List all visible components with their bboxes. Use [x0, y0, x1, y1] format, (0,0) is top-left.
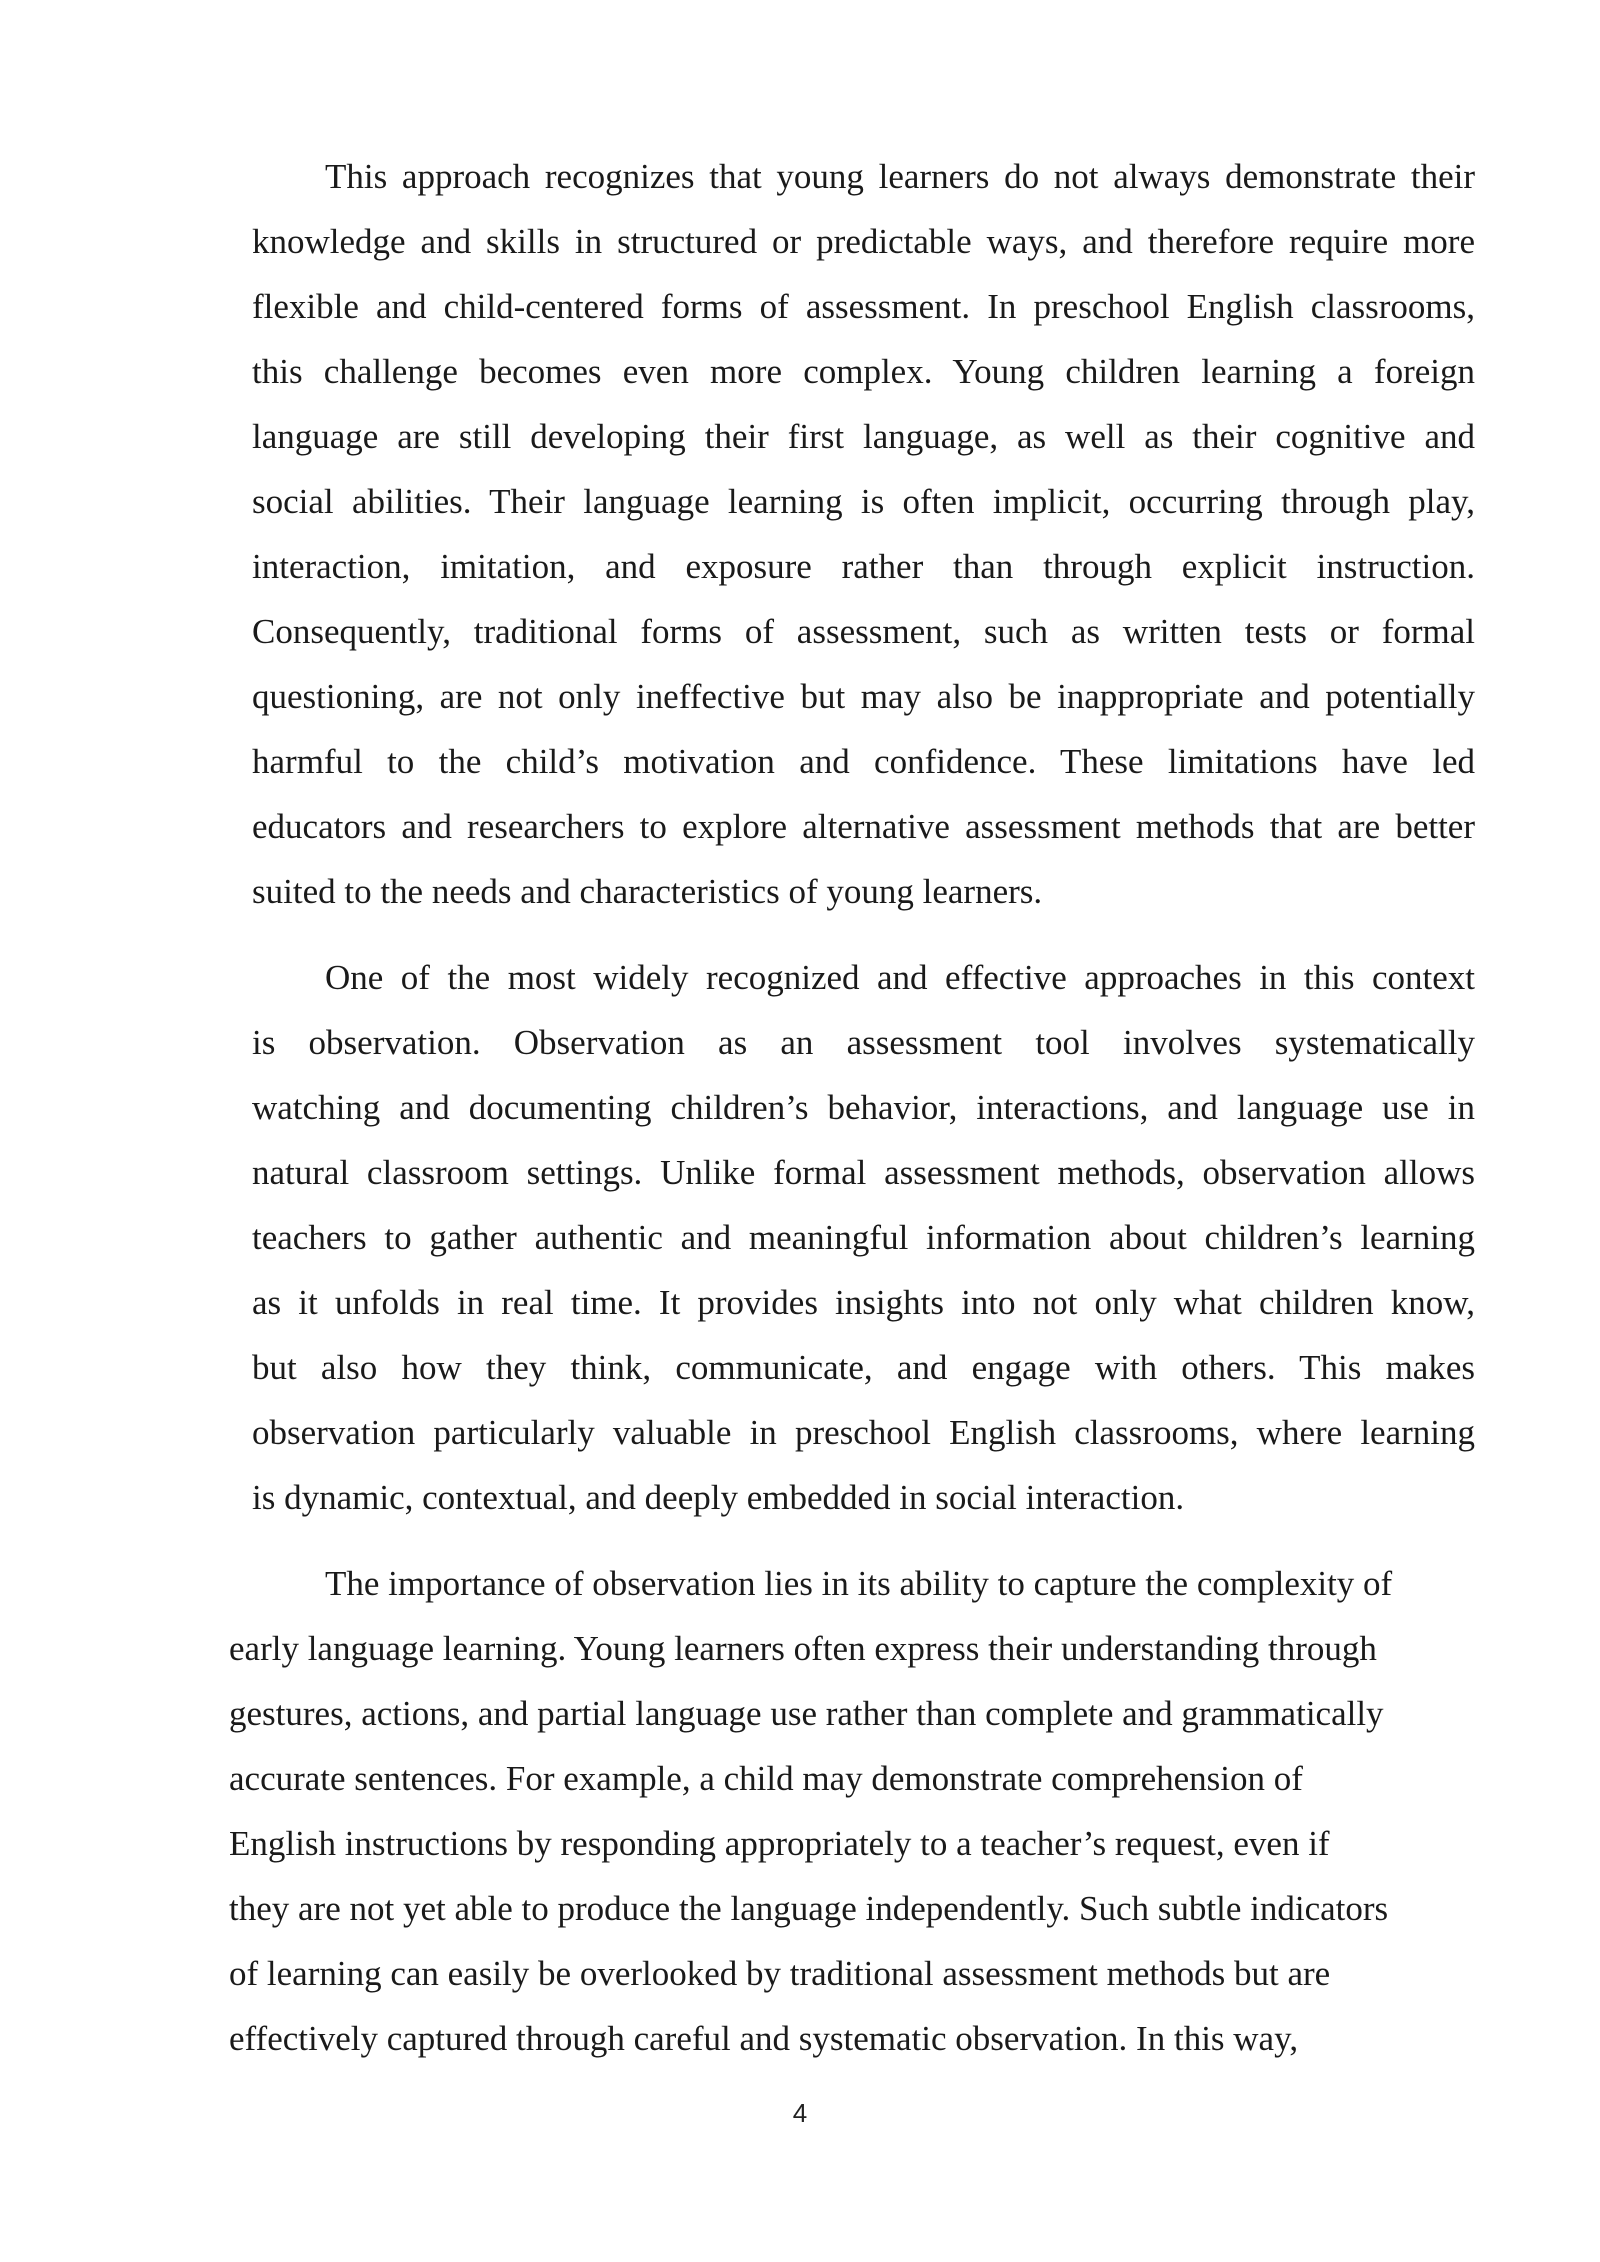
paragraph-line: language are still developing their first language, as well as their cognitive and	[252, 417, 1475, 456]
paragraph-line: accurate sentences. For example, a child may demonstrate comprehension of	[229, 1759, 1303, 1798]
page-number: 4	[792, 2098, 808, 2128]
paragraph-line: questioning, are not only ineffective but may also be inappropriate and potentially	[252, 677, 1475, 716]
paragraph-line: One of the most widely recognized and effective approaches in this context	[325, 958, 1475, 997]
paragraph-line: effectively captured through careful and systematic observation. In this way,	[229, 2019, 1299, 2058]
paragraph-line: interaction, imitation, and exposure rather than through explicit instruction.	[252, 547, 1475, 586]
paragraph-line: knowledge and skills in structured or predictable ways, and therefore require more	[252, 222, 1475, 261]
paragraph-line: English instructions by responding appropriately to a teacher’s request, even if	[229, 1824, 1330, 1863]
paragraph-line: Consequently, traditional forms of assessment, such as written tests or formal	[252, 612, 1475, 651]
paragraph-line: social abilities. Their language learning is often implicit, occurring through play,	[252, 482, 1475, 521]
paragraph-line: this challenge becomes even more complex. Young children learning a foreign	[252, 352, 1475, 391]
paragraph-line: gestures, actions, and partial language use rather than complete and grammatically	[229, 1694, 1384, 1733]
paragraph-line: suited to the needs and characteristics of young learners.	[252, 872, 1043, 911]
paragraph-line: but also how they think, communicate, and engage with others. This makes	[252, 1348, 1475, 1387]
paragraph-line: harmful to the child’s motivation and confidence. These limitations have led	[252, 742, 1475, 781]
paragraph-line: as it unfolds in real time. It provides insights into not only what children know,	[252, 1283, 1475, 1322]
paragraph-line: flexible and child-centered forms of assessment. In preschool English classrooms,	[252, 287, 1475, 326]
paragraph-line: watching and documenting children’s behavior, interactions, and language use in	[252, 1088, 1475, 1127]
paragraph-line: observation particularly valuable in preschool English classrooms, where learning	[252, 1413, 1475, 1452]
paragraph-line: educators and researchers to explore alternative assessment methods that are better	[252, 807, 1475, 846]
paragraph-line: The importance of observation lies in its ability to capture the complexity of	[325, 1564, 1393, 1603]
paragraph-line: is dynamic, contextual, and deeply embedded in social interaction.	[252, 1478, 1185, 1517]
paragraph-line: is observation. Observation as an assessment tool involves systematically	[252, 1023, 1475, 1062]
paragraph-line: teachers to gather authentic and meaningful information about children’s learning	[252, 1218, 1475, 1257]
paragraph-line: of learning can easily be overlooked by traditional assessment methods but are	[229, 1954, 1331, 1993]
paragraph-line: This approach recognizes that young learners do not always demonstrate their	[325, 157, 1475, 196]
paragraph-line: they are not yet able to produce the language independently. Such subtle indicators	[229, 1889, 1389, 1928]
paragraph-line: early language learning. Young learners often express their understanding through	[229, 1629, 1377, 1668]
paragraph-line: natural classroom settings. Unlike formal assessment methods, observation allows	[252, 1153, 1475, 1192]
